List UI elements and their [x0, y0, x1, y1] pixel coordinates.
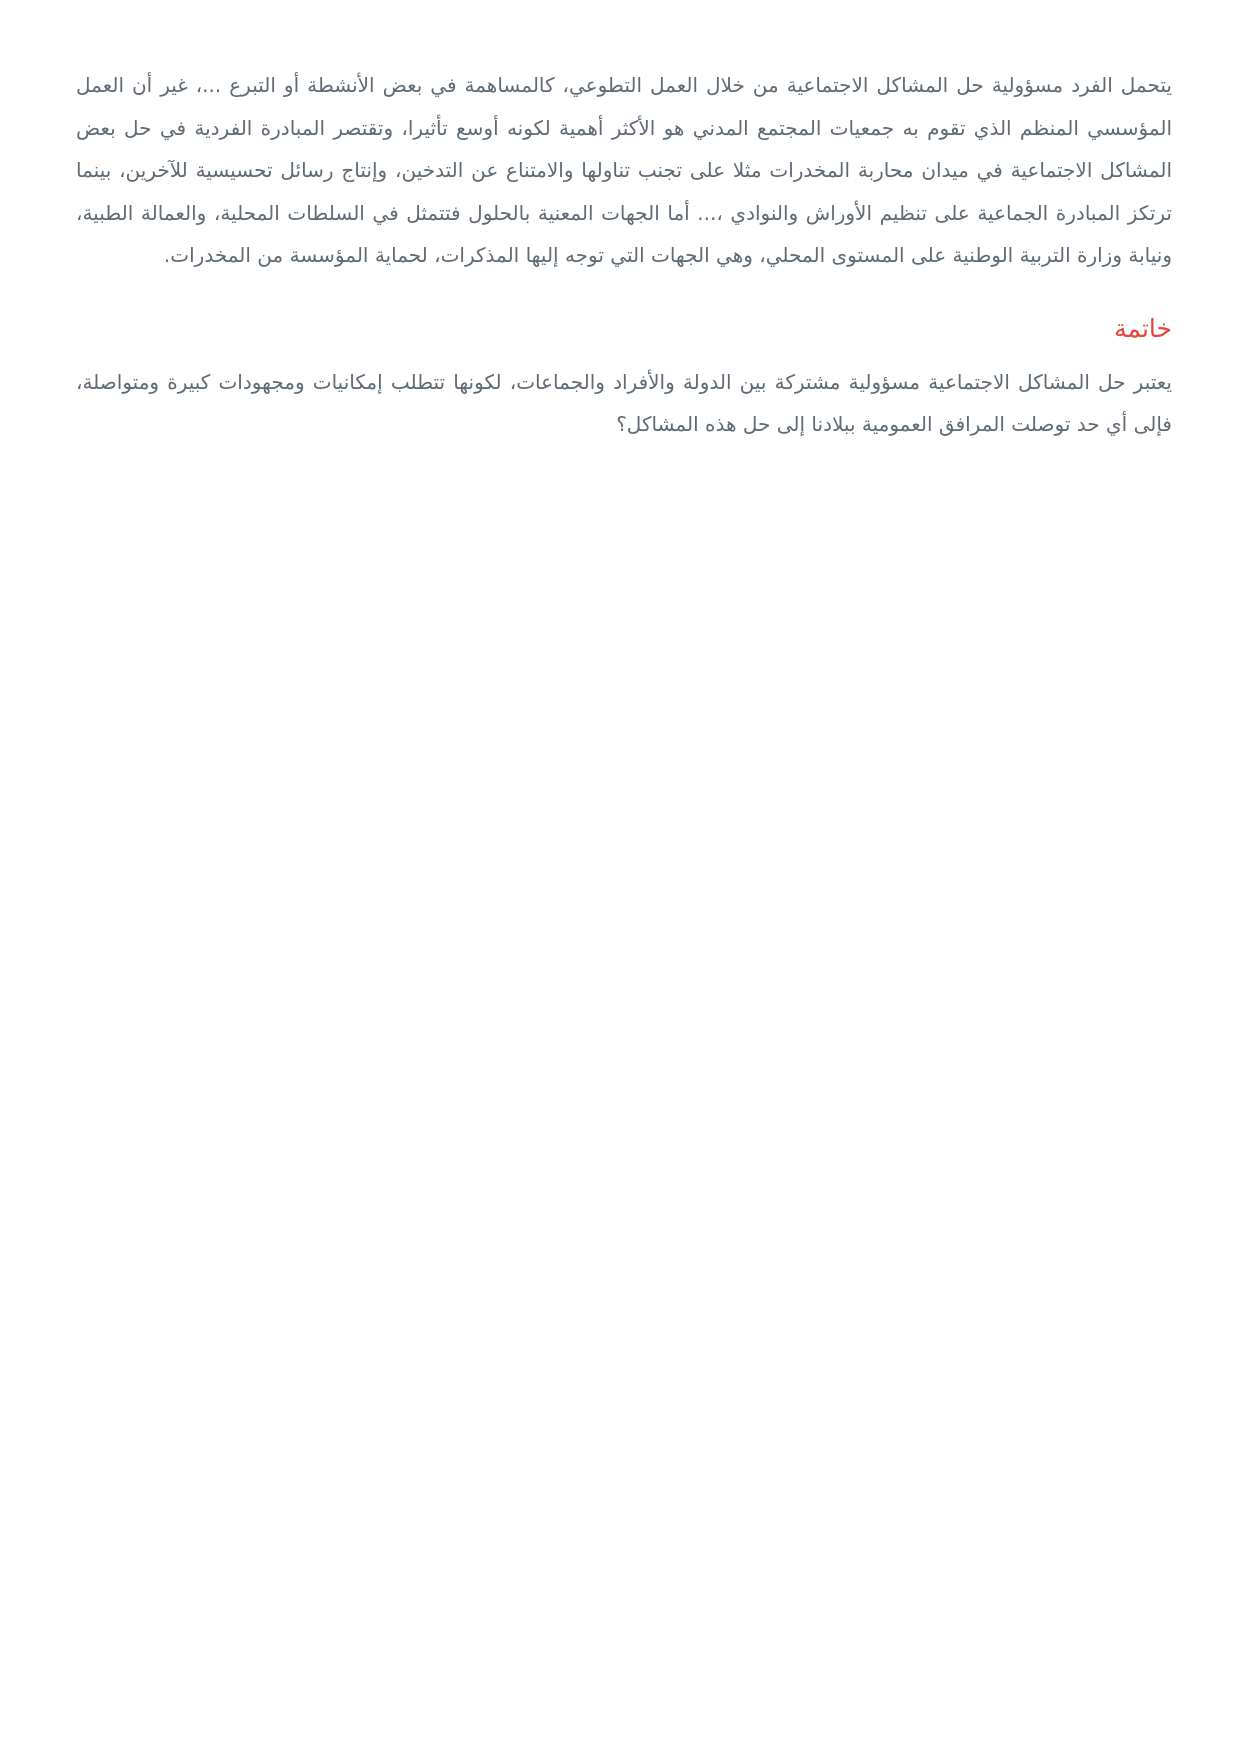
section-heading-conclusion: خاتمة	[1114, 313, 1172, 343]
body-paragraph-initiatives: يتحمل الفرد مسؤولية حل المشاكل الاجتماعية من خلال العمل التطوعي، كالمساهمة في بعض الأنشطة أو التبرع ...، غير أن العمل المؤسسي المنظم الذي تقوم به جمعيات المجتمع المدني هو الأكثر أهمية لكونه أوسع تأثيرا، وتقتصر المبادرة الفردية في حل بعض المشاكل الاجتماعية في ميدان محاربة المخدرات مثلا على تجنب تناولها والامتناع عن التدخين، وإنتاج رسائل تحسيسية للآخرين، بينما ترتكز المبادرة الجماعية على تنظيم الأوراش والنوادي ،... أما الجهات المعنية بالحلول فتتمثل في السلطات المحلية، والعمالة الطبية، ونيابة وزارة التربية الوطنية على المستوى المحلي، وهي الجهات التي توجه إليها المذكرات، لحماية المؤسسة من المخدرات.	[76, 73, 1172, 267]
body-paragraph-conclusion: يعتبر حل المشاكل الاجتماعية مسؤولية مشتركة بين الدولة والأفراد والجماعات، لكونها تتطلب إمكانيات ومجهودات كبيرة ومتواصلة، فإلى أي حد توصلت المرافق العمومية ببلادنا إلى حل هذه المشاكل؟	[76, 369, 1172, 436]
